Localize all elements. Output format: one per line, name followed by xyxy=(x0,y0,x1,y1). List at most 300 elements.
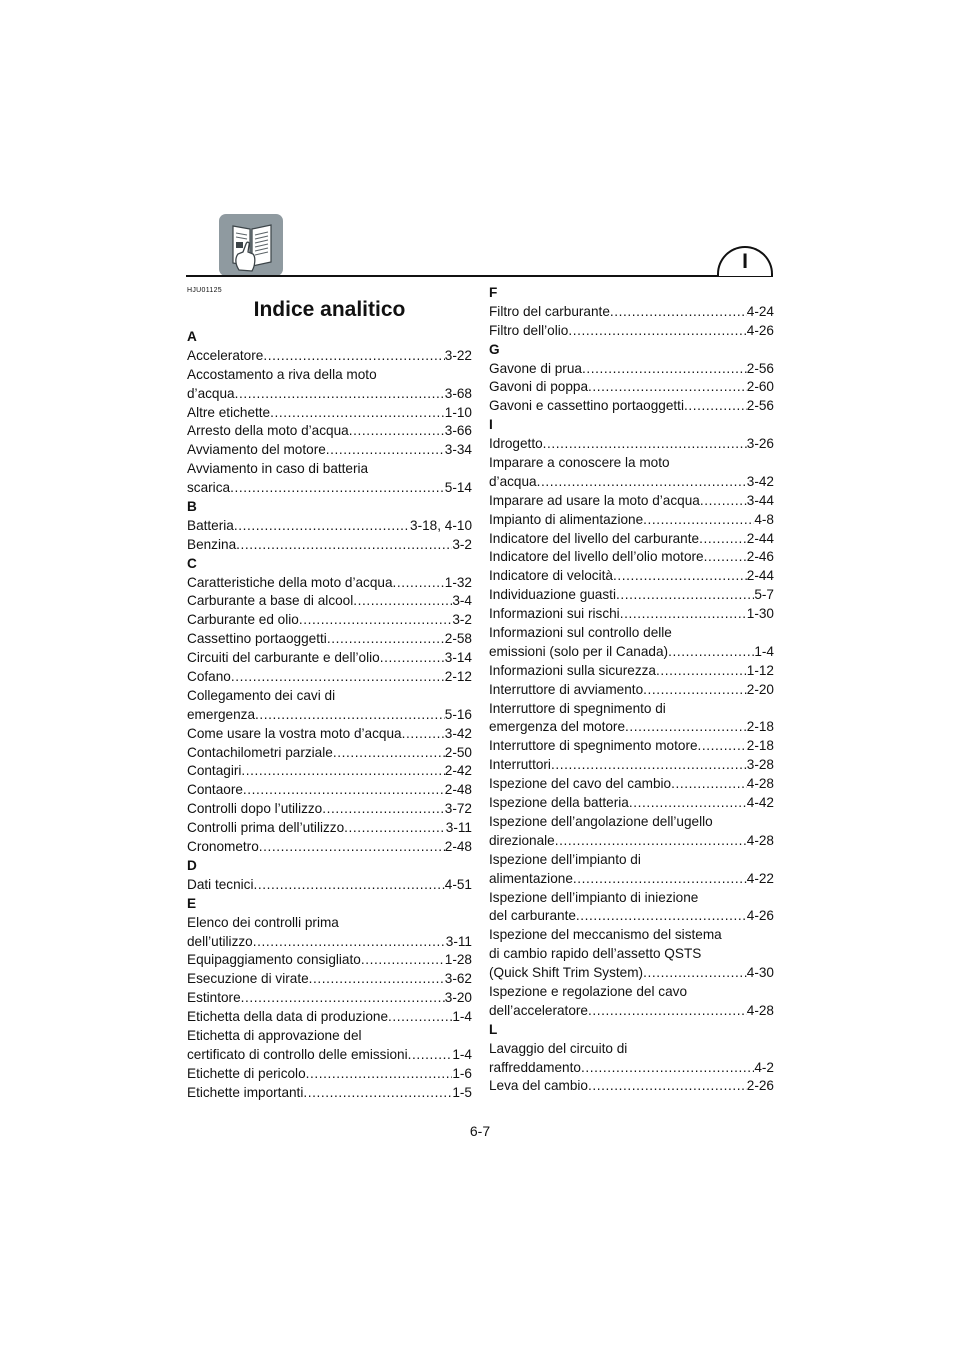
index-entry xyxy=(187,460,472,498)
index-entry xyxy=(187,744,472,763)
page-reference: 3-62 xyxy=(444,971,472,987)
dot-leader xyxy=(309,970,445,989)
page-reference: 5-7 xyxy=(754,587,774,603)
index-letter: D xyxy=(187,857,197,873)
entry-text: alimentazione xyxy=(489,870,573,886)
page-reference: 2-56 xyxy=(746,360,774,376)
entry-row xyxy=(489,303,774,322)
dot-leader xyxy=(613,567,747,586)
page-reference: 4-28 xyxy=(746,776,774,792)
dot-leader xyxy=(306,1065,453,1084)
index-entry xyxy=(187,649,472,668)
index-entry xyxy=(187,574,472,593)
index-entry xyxy=(489,737,774,756)
dot-leader xyxy=(243,781,445,800)
entry-row xyxy=(187,819,472,838)
entry-row xyxy=(187,536,472,555)
entry-text: del carburante xyxy=(489,908,576,924)
entry-text: dell’utilizzo xyxy=(187,933,253,949)
entry-text: Esecuzione di virate xyxy=(187,971,309,987)
entry-row xyxy=(489,1077,774,1096)
entry-row xyxy=(187,574,472,593)
page-reference: 3-34 xyxy=(444,442,472,458)
page-reference: 4-51 xyxy=(444,876,472,892)
index-entry xyxy=(489,605,774,624)
page-reference: 1-32 xyxy=(444,574,472,590)
dot-leader xyxy=(576,907,747,926)
entry-text: d’acqua xyxy=(489,473,537,489)
page-reference: 4-28 xyxy=(746,832,774,848)
entry-text: Carburante ed olio xyxy=(187,612,299,628)
dot-leader xyxy=(551,756,747,775)
dot-leader xyxy=(671,775,747,794)
dot-leader xyxy=(643,511,754,530)
entry-text: di cambio rapido dell’assetto QSTS xyxy=(489,946,702,962)
dot-leader xyxy=(236,536,452,555)
entry-text: Indicatore del livello del carburante xyxy=(489,530,700,546)
page-reference: 2-44 xyxy=(746,530,774,546)
dot-leader xyxy=(643,681,747,700)
index-entry xyxy=(187,914,472,952)
page-reference: 1-4 xyxy=(754,643,774,659)
dot-leader xyxy=(656,662,747,681)
dot-leader xyxy=(620,605,747,624)
entry-text: Cronometro xyxy=(187,839,259,855)
page-reference: 4-24 xyxy=(746,303,774,319)
index-entry xyxy=(187,989,472,1008)
entry-text: Collegamento dei cavi di xyxy=(187,687,336,703)
entry-row xyxy=(489,832,774,851)
index-letter: L xyxy=(489,1021,498,1037)
doc-code: HJU01125 xyxy=(187,287,222,294)
index-entry xyxy=(489,567,774,586)
dot-leader xyxy=(322,800,445,819)
index-entry xyxy=(187,876,472,895)
entry-text: emissioni (solo per il Canada) xyxy=(489,643,669,659)
page-reference: 2-42 xyxy=(444,763,472,779)
index-entry xyxy=(187,951,472,970)
entry-text: Avviamento in caso di batteria xyxy=(187,461,369,477)
index-letter: F xyxy=(489,285,498,300)
page-reference: 3-4 xyxy=(452,593,472,609)
index-entry xyxy=(187,347,472,366)
page-reference: 2-60 xyxy=(746,379,774,395)
index-entry xyxy=(187,762,472,781)
index-entry xyxy=(489,492,774,511)
index-entry xyxy=(489,360,774,379)
index-letter: I xyxy=(489,417,493,433)
entry-text: Avviamento del motore xyxy=(187,442,326,458)
page-reference: 3-42 xyxy=(444,725,472,741)
page-reference: 2-26 xyxy=(746,1078,774,1094)
dot-leader xyxy=(573,870,747,889)
dot-leader xyxy=(333,744,445,763)
entry-row xyxy=(489,907,774,926)
entry-row xyxy=(489,794,774,813)
page-reference: 2-50 xyxy=(444,744,472,760)
entry-text: direzionale xyxy=(489,832,555,848)
manual-reading-icon xyxy=(219,214,283,276)
page-reference: 4-28 xyxy=(746,1002,774,1018)
entry-text: Interruttore di spegnimento di xyxy=(489,700,666,716)
index-letter: E xyxy=(187,895,197,911)
index-entry xyxy=(187,611,472,630)
entry-row xyxy=(489,870,774,889)
entry-row xyxy=(187,725,472,744)
entry-row xyxy=(489,567,774,586)
dot-leader xyxy=(588,1002,747,1021)
page-reference: 3-11 xyxy=(445,820,472,836)
page-reference: 4-26 xyxy=(746,322,774,338)
page-reference: 3-2 xyxy=(452,536,472,552)
entry-text: dell’acceleratore xyxy=(489,1002,588,1018)
page-reference: 4-30 xyxy=(746,965,774,981)
page-reference: 3-28 xyxy=(746,757,774,773)
dot-leader xyxy=(643,964,747,983)
index-entry xyxy=(489,700,774,738)
page-reference: 2-46 xyxy=(746,549,774,565)
entry-text: Informazioni sulla sicurezza xyxy=(489,662,656,678)
entry-row xyxy=(187,441,472,460)
dot-leader xyxy=(684,397,747,416)
index-entry xyxy=(489,624,774,662)
dot-leader xyxy=(629,794,747,813)
dot-leader xyxy=(303,1084,452,1103)
index-entry xyxy=(489,1077,774,1096)
dot-leader xyxy=(588,1077,747,1096)
dot-leader xyxy=(231,668,445,687)
index-entry xyxy=(489,586,774,605)
entry-text: Etichette importanti xyxy=(187,1084,304,1100)
page-reference: 2-18 xyxy=(746,738,774,754)
entry-row xyxy=(187,706,472,725)
dot-leader xyxy=(581,1059,754,1078)
dot-leader xyxy=(361,951,445,970)
page-reference: 1-6 xyxy=(452,1065,472,1081)
entry-row xyxy=(187,989,472,1008)
index-entry xyxy=(187,366,472,404)
page-reference: 1-10 xyxy=(444,404,472,420)
entry-text: Equipaggiamento consigliato xyxy=(187,952,361,968)
entry-text: Elenco dei controlli prima xyxy=(187,914,339,930)
index-entry xyxy=(489,435,774,454)
entry-row xyxy=(187,933,472,952)
entry-row xyxy=(187,404,472,423)
index-entry xyxy=(187,630,472,649)
index-entry xyxy=(489,794,774,813)
entry-row xyxy=(489,605,774,624)
entry-text: Caratteristiche della moto d’acqua xyxy=(187,574,393,590)
page-reference: 1-12 xyxy=(746,662,774,678)
index-letter: C xyxy=(187,555,197,571)
entry-text: Altre etichette xyxy=(187,404,271,420)
entry-text: scarica xyxy=(187,480,231,496)
entry-row xyxy=(187,762,472,781)
entry-row xyxy=(187,517,472,536)
entry-row xyxy=(187,781,472,800)
entry-row xyxy=(489,718,774,737)
entry-row xyxy=(187,1046,472,1065)
index-letter: B xyxy=(187,499,197,515)
dot-leader xyxy=(253,876,444,895)
entry-row xyxy=(187,385,472,404)
dot-leader xyxy=(234,517,410,536)
entry-row xyxy=(187,1065,472,1084)
entry-text: Indicatore di velocità xyxy=(489,568,613,584)
page-reference: 2-20 xyxy=(746,681,774,697)
page-reference: 3-66 xyxy=(444,423,472,439)
page-reference: 2-18 xyxy=(746,719,774,735)
entry-text: Interruttori xyxy=(489,757,551,773)
index-entry xyxy=(489,983,774,1021)
dot-leader xyxy=(327,630,445,649)
dot-leader xyxy=(610,303,747,322)
page-reference: 3-11 xyxy=(445,933,472,949)
entry-text: emergenza xyxy=(187,706,256,722)
dot-leader xyxy=(625,718,747,737)
index-entry xyxy=(489,548,774,567)
index-entry xyxy=(489,378,774,397)
entry-text: d’acqua xyxy=(187,385,235,401)
dot-leader xyxy=(353,592,452,611)
dot-leader xyxy=(582,360,747,379)
dot-leader xyxy=(270,404,445,423)
page-reference: 4-8 xyxy=(754,511,774,527)
index-entry xyxy=(489,813,774,851)
entry-row xyxy=(489,681,774,700)
index-entry xyxy=(187,441,472,460)
entry-row xyxy=(187,800,472,819)
entry-text: Cassettino portaoggetti xyxy=(187,631,327,647)
entry-text: Ispezione del meccanismo del sistema xyxy=(489,927,722,943)
entry-row xyxy=(489,378,774,397)
page-reference: 4-26 xyxy=(746,908,774,924)
page-reference: 2-44 xyxy=(746,568,774,584)
dot-leader xyxy=(616,586,754,605)
entry-text: Ispezione e regolazione del cavo xyxy=(489,983,687,999)
index-column-right xyxy=(489,284,774,1096)
entry-row xyxy=(187,876,472,895)
dot-leader xyxy=(537,473,747,492)
index-entry xyxy=(187,970,472,989)
entry-text: Contaore xyxy=(187,782,243,798)
entry-text: Gavoni e cassettino portaoggetti xyxy=(489,398,684,414)
page-reference: 4-42 xyxy=(746,795,774,811)
page-reference: 5-14 xyxy=(444,480,472,496)
entry-text: Interruttore di spegnimento motore xyxy=(489,738,698,754)
entry-text: Etichetta di approvazione del xyxy=(187,1027,362,1043)
entry-text: (Quick Shift Trim System) xyxy=(489,965,644,981)
dot-leader xyxy=(388,1008,452,1027)
page-reference: 3-2 xyxy=(452,612,472,628)
index-entry xyxy=(489,530,774,549)
dot-leader xyxy=(326,441,445,460)
entry-row xyxy=(187,479,472,498)
page-number: 6-7 xyxy=(469,1123,491,1139)
index-entry xyxy=(489,397,774,416)
entry-row xyxy=(489,473,774,492)
index-entry xyxy=(187,725,472,744)
index-entry xyxy=(489,322,774,341)
entry-text: Informazioni sui rischi xyxy=(489,606,620,622)
index-entry xyxy=(187,422,472,441)
index-entry xyxy=(489,662,774,681)
index-column-left xyxy=(187,328,472,1103)
entry-text: Circuiti del carburante e dell’olio xyxy=(187,650,380,666)
entry-text: Imparare ad usare la moto d’acqua xyxy=(489,492,700,508)
page-title: Indice analitico xyxy=(253,298,406,321)
entry-row xyxy=(187,970,472,989)
entry-text: Etichetta della data di produzione xyxy=(187,1009,389,1025)
dot-leader xyxy=(241,762,444,781)
dot-leader xyxy=(235,385,445,404)
entry-text: certificato di controllo delle emissioni xyxy=(187,1046,408,1062)
dot-leader xyxy=(555,832,747,851)
page-reference: 3-72 xyxy=(444,801,472,817)
index-letter: G xyxy=(489,341,500,357)
dot-leader xyxy=(259,838,445,857)
entry-row xyxy=(187,649,472,668)
dot-leader xyxy=(668,643,754,662)
dot-leader xyxy=(393,574,445,593)
entry-text: emergenza del motore xyxy=(489,719,626,735)
entry-text: Lavaggio del circuito di xyxy=(489,1040,628,1056)
index-entry xyxy=(489,681,774,700)
entry-row xyxy=(187,951,472,970)
index-entry xyxy=(187,536,472,555)
page-reference: 3-44 xyxy=(746,492,774,508)
page-reference: 1-5 xyxy=(452,1084,472,1100)
entry-row xyxy=(489,435,774,454)
entry-row xyxy=(187,611,472,630)
entry-row xyxy=(489,322,774,341)
entry-row xyxy=(489,492,774,511)
dot-leader xyxy=(588,378,747,397)
entry-text: Ispezione dell’angolazione dell’ugello xyxy=(489,813,713,829)
dot-leader xyxy=(349,422,445,441)
page-reference: 2-58 xyxy=(444,631,472,647)
entry-row xyxy=(489,662,774,681)
page-reference: 1-30 xyxy=(746,606,774,622)
entry-row xyxy=(187,422,472,441)
entry-text: Controlli prima dell’utilizzo xyxy=(187,820,345,836)
entry-row xyxy=(489,964,774,983)
page-reference: 3-26 xyxy=(746,436,774,452)
index-letter: A xyxy=(187,329,197,344)
index-entry xyxy=(489,454,774,492)
entry-text: Arresto della moto d’acqua xyxy=(187,423,349,439)
index-entry xyxy=(187,687,472,725)
entry-text: Batteria xyxy=(187,517,234,533)
page-reference: 2-12 xyxy=(444,669,472,685)
entry-text: Filtro dell’olio xyxy=(489,322,569,338)
entry-row xyxy=(489,548,774,567)
page-reference: 3-20 xyxy=(444,990,472,1006)
index-entry xyxy=(489,775,774,794)
entry-text: Ispezione del cavo del cambio xyxy=(489,776,672,792)
entry-row xyxy=(489,586,774,605)
dot-leader xyxy=(255,706,445,725)
entry-text: Contagiri xyxy=(187,763,242,779)
entry-row xyxy=(187,668,472,687)
dot-leader xyxy=(568,322,746,341)
page-reference: 3-18, 4-10 xyxy=(410,517,472,533)
entry-text: Cofano xyxy=(187,669,231,685)
page-reference: 3-68 xyxy=(444,385,472,401)
entry-text: Impianto di alimentazione xyxy=(489,511,644,527)
index-entry xyxy=(489,851,774,889)
entry-text: Carburante a base di alcool xyxy=(187,593,354,609)
index-entry xyxy=(489,511,774,530)
entry-text: Imparare a conoscere la moto xyxy=(489,455,670,471)
index-entry xyxy=(187,404,472,423)
entry-text: Benzina xyxy=(187,536,237,552)
entry-text: Acceleratore xyxy=(187,347,264,363)
entry-row xyxy=(489,530,774,549)
page-reference: 2-56 xyxy=(746,398,774,414)
entry-text: Leva del cambio xyxy=(489,1078,588,1094)
entry-row xyxy=(187,1008,472,1027)
entry-row xyxy=(187,592,472,611)
entry-row xyxy=(187,838,472,857)
dot-leader xyxy=(543,435,747,454)
dot-leader xyxy=(698,737,747,756)
entry-text: Accostamento a riva della moto xyxy=(187,366,377,382)
entry-row xyxy=(489,360,774,379)
entry-text: Ispezione della batteria xyxy=(489,795,629,811)
entry-text: Informazioni sul controllo delle xyxy=(489,625,672,641)
index-entry xyxy=(489,926,774,983)
page-reference: 3-14 xyxy=(444,650,472,666)
entry-text: Individuazione guasti xyxy=(489,587,616,603)
entry-text: Come usare la vostra moto d’acqua xyxy=(187,725,402,741)
entry-text: Estintore xyxy=(187,990,241,1006)
entry-row xyxy=(187,347,472,366)
index-entry xyxy=(489,756,774,775)
index-entry xyxy=(187,1008,472,1027)
dot-leader xyxy=(241,989,445,1008)
page-reference: 4-2 xyxy=(754,1059,774,1075)
page-reference: 5-16 xyxy=(444,706,472,722)
index-entry xyxy=(187,1084,472,1103)
language-badge: I xyxy=(717,246,773,276)
entry-text: Ispezione dell’impianto di xyxy=(489,851,641,867)
entry-row xyxy=(187,630,472,649)
page-reference: 2-48 xyxy=(444,782,472,798)
index-entry xyxy=(489,889,774,927)
dot-leader xyxy=(402,725,445,744)
index-entry xyxy=(187,592,472,611)
entry-row xyxy=(489,756,774,775)
index-entry xyxy=(187,668,472,687)
dot-leader xyxy=(299,611,453,630)
dot-leader xyxy=(704,548,747,567)
entry-row xyxy=(489,1002,774,1021)
entry-row xyxy=(489,643,774,662)
page-reference: 1-28 xyxy=(444,952,472,968)
index-entry xyxy=(187,1065,472,1084)
dot-leader xyxy=(263,347,444,366)
page-reference: 1-4 xyxy=(452,1046,472,1062)
entry-row xyxy=(489,737,774,756)
index-entry xyxy=(187,781,472,800)
entry-row xyxy=(489,397,774,416)
page-reference: 3-42 xyxy=(746,473,774,489)
dot-leader xyxy=(700,492,747,511)
entry-text: Idrogetto xyxy=(489,436,543,452)
index-entry xyxy=(187,517,472,536)
dot-leader xyxy=(380,649,445,668)
